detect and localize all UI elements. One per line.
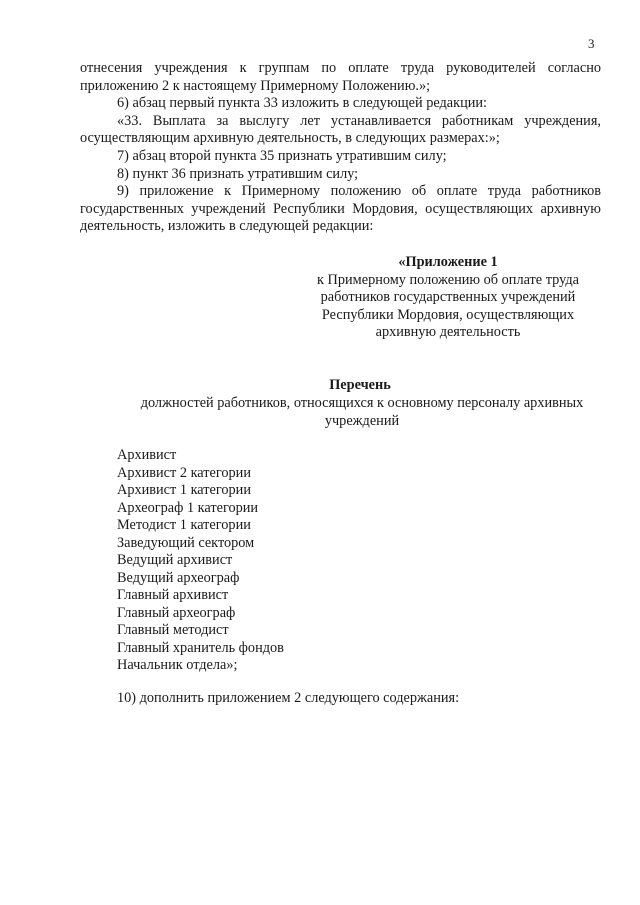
appendix-line: работников государственных учреждений	[320, 289, 576, 306]
paragraph-item-9: 9) приложение к Примерному положению об оплате труда работников государственных учреждений Республики Мордовия, осуществляющих архивную деятельность, изложить в следующей редакции:	[80, 183, 601, 235]
paragraph-item-7: 7) абзац второй пункта 35 признать утратившим силу;	[117, 147, 447, 164]
paragraph-item-8: 8) пункт 36 признать утратившим силу;	[117, 165, 359, 182]
body-text	[80, 60, 601, 236]
list-item: Методист 1 категории	[117, 517, 251, 533]
list-item: Архивист 1 категории	[117, 482, 251, 498]
list-item: Главный архивист	[117, 587, 229, 603]
list-item: Архивист 2 категории	[117, 464, 251, 481]
list-item: Архивист	[117, 447, 177, 463]
page-number: 3	[588, 36, 595, 51]
appendix-line: к Примерному положению об оплате труда	[317, 271, 579, 288]
paragraph-quote-33: «33. Выплата за выслугу лет устанавливается работникам учреждения, осуществляющим архивную деятельность, в следующих размерах:»;	[80, 112, 601, 147]
paragraph-item-6: 6) абзац первый пункта 33 изложить в следующей редакции:	[117, 95, 488, 112]
list-title: Перечень	[329, 377, 391, 393]
positions-list	[117, 447, 284, 675]
paragraph-item-10: 10) дополнить приложением 2 следующего содержания:	[117, 690, 460, 706]
list-item: Главный археограф	[117, 604, 236, 621]
list-item: Археограф 1 категории	[117, 499, 259, 516]
list-item: Начальник отдела»;	[117, 657, 238, 673]
paragraph-continuation: отнесения учреждения к группам по оплате труда руководителей согласно приложению 2 к настоящему Примерному Положению.»;	[80, 60, 601, 94]
list-item: Главный хранитель фондов	[117, 639, 284, 656]
list-item: Ведущий архивист	[117, 552, 233, 568]
list-item: Главный методист	[117, 622, 229, 638]
appendix-heading	[280, 254, 616, 342]
list-subtitle: должностей работников, относящихся к основному персоналу архивных учреждений	[140, 395, 584, 429]
list-item: Заведующий сектором	[117, 534, 255, 551]
appendix-title: «Приложение 1	[398, 254, 498, 270]
appendix-line: архивную деятельность	[375, 324, 521, 341]
list-item: Ведущий археограф	[117, 569, 240, 586]
appendix-line: Республики Мордовия, осуществляющих	[321, 306, 575, 323]
